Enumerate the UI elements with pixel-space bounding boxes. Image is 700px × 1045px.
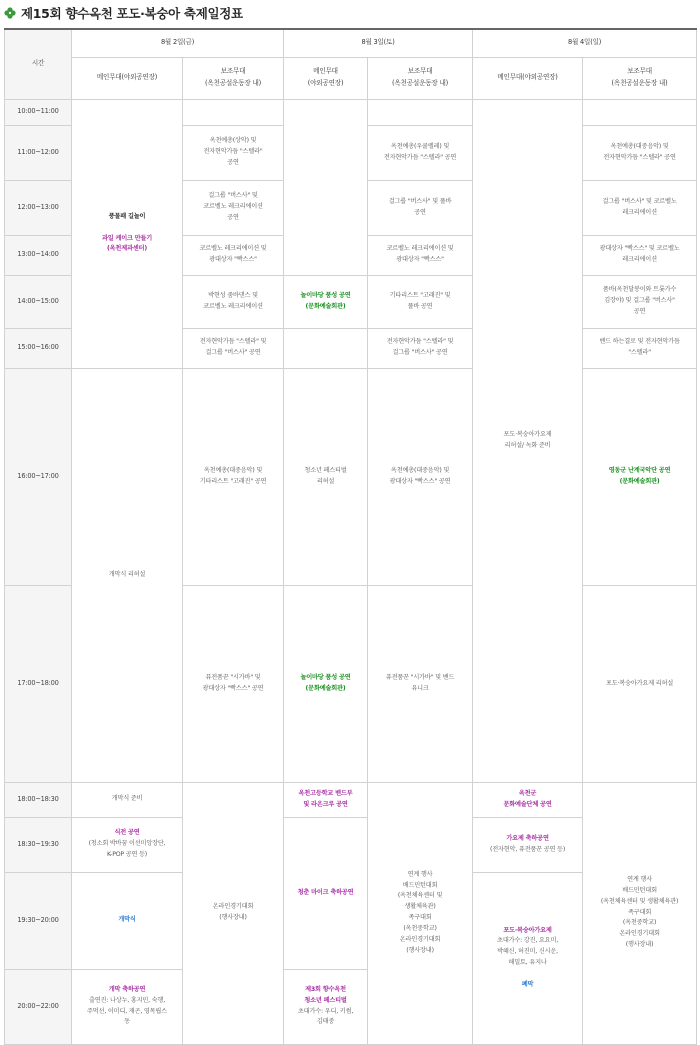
- d1-sub-stage-header: 보조무대 (옥천공설운동장 내): [183, 57, 284, 99]
- day-header-1: 8월 2일(금): [72, 29, 284, 57]
- d1-main-1930: 개막식: [72, 872, 183, 969]
- d1-main-morning: 풍물패 길놀이 과일 케이크 만들기 (옥천제과센터): [72, 99, 183, 368]
- d1-main-stage-header: 메인무대(야외공연장): [72, 57, 183, 99]
- time-slot: 11:00~12:00: [5, 125, 72, 180]
- d2-main-15: [284, 328, 368, 368]
- d2-main-18: 옥천고등학교 밴드부 및 라온크루 공연: [284, 782, 368, 817]
- d1-sub-15: 전자현악가듬 "스텔라" 및 걸그룹 "버스사" 공연: [183, 328, 284, 368]
- time-slot: 17:00~18:00: [5, 586, 72, 782]
- d3-sub-15: 밴드 하는결로 및 전자현악가듬 "스텔라": [583, 328, 697, 368]
- d2-sub-15: 전자현악가듬 "스텔라" 및 걸그룹 "버스사" 공연: [368, 328, 473, 368]
- d2-main-17: 놀이마당 품성 공연 (문화예술회관): [284, 586, 368, 782]
- d2-main-20: 제3회 향수옥천 청소년 페스티벌 초대가수: 우디, 키썸, 김태중: [284, 969, 368, 1044]
- time-slot: 16:00~17:00: [5, 368, 72, 586]
- d1-sub-evening: 온라인경기대회 (행사장내): [183, 782, 284, 1044]
- d1-main-1830: 식전 공연 (청소회 박바꿈 이선미앙장단, K-POP 공연 등): [72, 817, 183, 872]
- d2-main-stage-header: 메인무대 (야외공연장): [284, 57, 368, 99]
- d2-sub-10: [368, 99, 473, 125]
- d3-sub-11: 옥천예총(대중음악) 및 전자현악가듬 "스텔라" 공연: [583, 125, 697, 180]
- d1-sub-14: 박현성 줌바댄스 및 코르벨노 레크리에이션: [183, 275, 284, 328]
- d3-sub-13: 광대상자 "빡스스" 및 코르벨노 레크리에이션: [583, 235, 697, 275]
- d1-sub-12: 걸그룹 "버스사" 및 코르벨노 레크리에이션 공연: [183, 180, 284, 235]
- d2-sub-14: 기타리스트 "고래진" 및 풀바 공연: [368, 275, 473, 328]
- d1-main-afternoon: 개막식 리허설: [72, 368, 183, 782]
- schedule-table: [4, 28, 696, 1026]
- time-slot: 19:30~20:00: [5, 872, 72, 969]
- d3-sub-14: 품바(옥천달봉이와 트롯가수 김장야) 및 걸그룹 "버스사" 공연: [583, 275, 697, 328]
- time-slot: 20:00~22:00: [5, 969, 72, 1044]
- day-header-3: 8월 4일(일): [473, 29, 697, 57]
- time-slot: 18:00~18:30: [5, 782, 72, 817]
- d2-main-14: 놀이마당 품성 공연 (문화예술회관): [284, 275, 368, 328]
- d2-sub-13: 코르벨노 레크리에이션 및 광대상자 "빡스스": [368, 235, 473, 275]
- time-slot: 18:30~19:30: [5, 817, 72, 872]
- d2-sub-stage-header: 보조무대 (옥천공설운동장 내): [368, 57, 473, 99]
- d3-main-16: 영동군 난계국악단 공연 (문화예술회관): [583, 368, 697, 586]
- d3-sub-evening: 연계 행사 배드민턴대회 (옥천체육센터 및 생활체육관) 족구대회 (옥천중학교) 온라인경기대회 (행사장내): [583, 782, 697, 1044]
- d2-main-morning: [284, 99, 368, 275]
- d3-sub-stage-header: 보조무대 (옥천공설운동장 내): [583, 57, 697, 99]
- clover-icon: [4, 7, 16, 19]
- d3-main-18: 옥천군 문화예술단체 공연: [473, 782, 583, 817]
- page-title-text: 제15회 향수옥천 포도·복숭아 축제일정표: [21, 6, 243, 21]
- d1-sub-13: 코르벨노 레크리에이션 및 광대상자 "빡스스": [183, 235, 284, 275]
- d3-main-1930: 포도·복숭아가요제 초대가수: 강진, 요요미, 박혜신, 허진미, 신시운, 해밀토, 유지나 폐막: [473, 872, 583, 1044]
- d3-main-17: 포도·복숭아가요제 리허설: [583, 586, 697, 782]
- d1-sub-11: 옥천예총(상악) 및 전자현악가듬 "스텔라" 공연: [183, 125, 284, 180]
- d3-sub-12: 걸그룹 "버스사" 및 코르벨노 레크리에이션: [583, 180, 697, 235]
- d1-sub-16: 옥천예총(대중음악) 및 기타리스트 "고래진" 공연: [183, 368, 284, 586]
- d2-sub-12: 걸그룹 "버스사" 및 풀바 공연: [368, 180, 473, 235]
- d1-sub-17: 퓨전품꾼 "시가바" 및 광대상자 "빡스스" 공연: [183, 586, 284, 782]
- d3-main-stage-header: 메인무대(야외공연장): [473, 57, 583, 99]
- d1-main-2000: 개막 축하공연 출연진: 나상누, 홍지민, 숙행, 주먹선, 이미디, 재곤, 영목립스 동: [72, 969, 183, 1044]
- day-header-2: 8월 3일(토): [284, 29, 473, 57]
- d2-main-1830: 청춘 마이크 축하공연: [284, 817, 368, 969]
- d3-main-1830: 가요제 축하공연 (전자현악, 퓨전품꾼 공연 등): [473, 817, 583, 872]
- time-slot: 13:00~14:00: [5, 235, 72, 275]
- d2-sub-17: 퓨전품꾼 "시가바" 및 밴드 유니크: [368, 586, 473, 782]
- d3-sub-10: [583, 99, 697, 125]
- time-header: 시간: [5, 29, 72, 99]
- d2-main-16: 청소년 페스티벌 리허설: [284, 368, 368, 586]
- time-slot: 12:00~13:00: [5, 180, 72, 235]
- d1-main-1800: 개막식 준비: [72, 782, 183, 817]
- page-title: [4, 2, 243, 24]
- time-slot: 10:00~11:00: [5, 99, 72, 125]
- d1-sub-10: [183, 99, 284, 125]
- d3-main-daytime: 포도·복숭아가요제 리허설/ 녹화 준비: [473, 99, 583, 782]
- d2-sub-11: 옥천예총(우쿨렐레) 및 전자현악가듬 "스텔라" 공연: [368, 125, 473, 180]
- d2-sub-evening: 연계 행사 배드민턴대회 (옥천체육센터 및 생활체육관) 족구대회 (옥천중학교) 온라인경기대회 (행사장내): [368, 782, 473, 1044]
- time-slot: 14:00~15:00: [5, 275, 72, 328]
- d2-sub-16: 옥천예총(대중음악) 및 광대상자 "빡스스" 공연: [368, 368, 473, 586]
- time-slot: 15:00~16:00: [5, 328, 72, 368]
